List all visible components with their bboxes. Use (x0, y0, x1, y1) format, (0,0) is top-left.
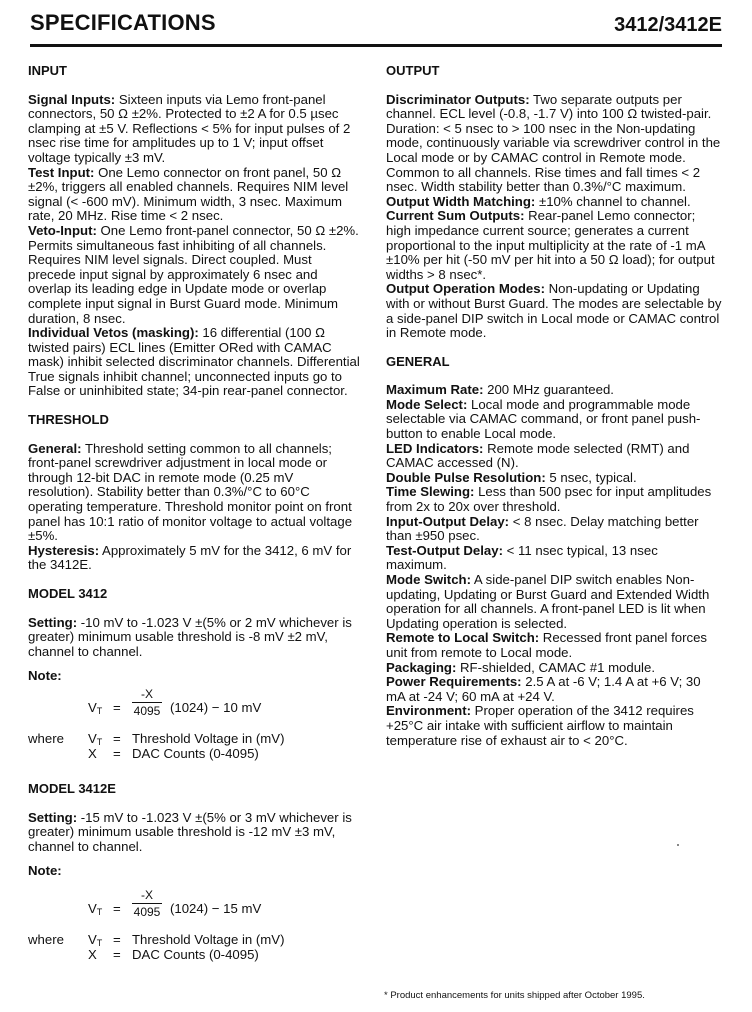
fraction-denominator: 4095 (133, 904, 161, 919)
spec-time-slewing (386, 485, 722, 514)
model-number: 3412/3412E (614, 14, 722, 36)
spec-test-input (28, 166, 360, 224)
spec-text: Approximately 5 mV for the 3412, 6 mV for the 3412E. (28, 542, 352, 573)
threshold-heading: THRESHOLD (28, 412, 109, 428)
def-x-text: DAC Counts (0-4095) (132, 745, 259, 761)
spec-label: LED Indicators: (386, 440, 484, 456)
spec-text: RF-shielded, CAMAC #1 module. (456, 659, 655, 675)
formula-remainder: (1024) − 15 mV (170, 900, 262, 916)
spec-text: One Lemo front-panel connector, 50 Ω ±2%. Permits simultaneous fast inhibiting of all channels. Requires NIM level signals. Direct coupled. Must precede input signal by approximately 6 nsec and overlap its leading edge in Update mode or overlap complete input signal in Burst Guard mode. Minimum duration, 8 nsec. (28, 222, 359, 326)
def-vt-text: Threshold Voltage in (mV) (132, 931, 285, 947)
model-3412-setting (28, 616, 360, 660)
spec-text: Remote mode selected (RMT) and CAMAC accessed (N). (386, 440, 690, 471)
spec-text: Non-updating or Updating with or without Burst Guard. The modes are selectable by a side-panel DIP switch in Local mode or CAMAC control in Remote mode. (386, 281, 722, 341)
spec-text: Two separate outputs per channel. ECL level (-0.8, -1.7 V) into 100 Ω twisted-pair. Duration: < 5 nsec to > 100 nsec in the Non-updating mode, continuously variable via screwdriver control in the Local mode or by CAMAC control in Remote mode. Common to all channels. Rise times and fall times < 2 nsec. Width stability better than 0.3%/°C maximum. (386, 91, 721, 195)
def-x: X (88, 946, 97, 962)
spec-individual-vetos (28, 326, 360, 399)
spec-text: 2.5 A at -6 V; 1.4 A at +6 V; 30 mA at -24 V; 60 mA at +24 V. (386, 674, 701, 704)
spec-text: One Lemo connector on front panel, 50 Ω ±2%, triggers all enabled channels. Requires NIM level signal (< -600 mV). Minimum width, 3 nsec. Maximum rate, 20 MHz. Rise time < 2 nsec. (28, 164, 349, 224)
formula-equals: = (113, 699, 121, 715)
threshold-formula (28, 688, 360, 732)
spec-environment (386, 704, 722, 748)
spec-input-output-delay (386, 515, 722, 544)
spec-power-requirements (386, 675, 722, 704)
formula-vt: $V_T$ (88, 699, 103, 716)
fraction-numerator: -X (132, 688, 162, 703)
spec-label: Remote to Local Switch: (386, 630, 540, 646)
model-3412e-heading: MODEL 3412E (28, 780, 116, 796)
spec-text: 16 differential (100 Ω twisted pairs) ECL lines (Emitter ORed with CAMAC mask) inhibit selected discriminator channels. Differential True signals inhibit channel; unconnected inputs go to False or uninhibited state; 34-pin rear-panel connector. (28, 325, 360, 399)
def-x: X (88, 745, 97, 761)
def-x-text: DAC Counts (0-4095) (132, 946, 259, 962)
where-label: where (28, 931, 64, 947)
spec-remote-to-local-switch (386, 631, 722, 660)
page-header (30, 8, 722, 47)
page-title: SPECIFICATIONS (30, 10, 216, 35)
spec-led-indicators (386, 442, 722, 471)
spec-text: Threshold setting common to all channels; front-panel screwdriver adjustment in local mode or through 12-bit DAC in remote mode (0.25 mV resolution). Stability better than 0.3%/°C to 60°C operating temperature. Threshold monitor point on front panel has 10:1 ratio of monitor voltage to actual voltage ±5%. (28, 440, 353, 544)
spec-text: Local mode and programmable mode selectable via CAMAC command, or front panel push-button to enable Local mode. (386, 396, 701, 442)
left-column (28, 64, 360, 967)
spec-label: Setting: (28, 614, 78, 630)
spec-label: Veto-Input: (28, 222, 97, 238)
where-label: where (28, 730, 64, 746)
spec-label: Setting: (28, 809, 78, 825)
spec-text: 5 nsec, typical. (545, 469, 637, 485)
def-vt: $V_T$ (88, 931, 103, 948)
spec-label: Mode Switch: (386, 572, 471, 587)
spec-text: < 11 nsec typical, 13 nsec maximum. (386, 542, 658, 573)
spec-text: A side-panel DIP switch enables Non-updating, Updating or Burst Guard and Extended Width operation for all channels. A front-panel LED is lit when Updating operation is selected. (386, 572, 710, 631)
spec-label: Discriminator Outputs: (386, 91, 530, 107)
spec-text: -15 mV to -1.023 V ±(5% or 3 mV whichever is greater) minimum usable threshold is -12 mV ±3 mV, channel to channel. (28, 809, 352, 854)
spec-label: Mode Select: (386, 396, 468, 412)
fraction-numerator: -X (132, 889, 162, 904)
spec-double-pulse-resolution (386, 471, 722, 486)
formula-vt: $V_T$ (88, 900, 103, 917)
spec-veto-input (28, 224, 360, 326)
input-heading: INPUT (28, 63, 67, 78)
right-column (386, 64, 722, 748)
spec-text: Sixteen inputs via Lemo front-panel connectors, 50 Ω ±2%. Protected to ±2 A for 0.5 µsec clamping at ±5 V. Reflections < 5% for input pulses of 2 nsec rise time for amplitudes up to 1 V; input offset voltage typically ±3 mV. (28, 91, 351, 165)
spec-signal-inputs (28, 93, 360, 166)
def-vt: $V_T$ (88, 730, 103, 747)
spec-output-operation-modes (386, 282, 722, 340)
formula-fraction (132, 688, 162, 718)
model-3412-heading: MODEL 3412 (28, 586, 108, 601)
formula-definitions (28, 933, 360, 967)
formula-equals: = (113, 900, 121, 916)
spec-hysteresis (28, 544, 360, 573)
def-equals: = (113, 745, 121, 761)
spec-label: General: (28, 440, 82, 456)
output-heading: OUTPUT (386, 63, 440, 78)
spec-text: < 8 nsec. Delay matching better than ±950 psec. (386, 513, 699, 544)
threshold-formula (28, 889, 360, 933)
footnote: * Product enhancements for units shipped after October 1995. (384, 990, 645, 1001)
spec-discriminator-outputs (386, 93, 722, 195)
spec-label: Output Operation Modes: (386, 281, 545, 297)
spec-test-output-delay (386, 544, 722, 573)
spec-maximum-rate (386, 383, 722, 398)
spec-text: Proper operation of the 3412 requires +25°C air intake with sufficient airflow to maintain temperature rise of exhaust air to < 20°C. (386, 703, 694, 748)
spec-text: 200 MHz guaranteed. (483, 382, 614, 398)
spec-mode-select (386, 398, 722, 442)
spec-packaging (386, 661, 722, 676)
spec-text: Rear-panel Lemo connector; high impedance current source; generates a current proportional to the input multiplicity at the rate of -1 mA ±10% per hit (-50 mV per hit into a 50 Ω load); for output widths > 8 nsec*. (386, 208, 715, 282)
scan-speck (677, 844, 679, 846)
def-vt-text: Threshold Voltage in (mV) (132, 730, 285, 746)
spec-label: Test-Output Delay: (386, 542, 503, 558)
spec-output-width-matching (386, 195, 722, 210)
fraction-denominator: 4095 (133, 703, 161, 718)
spec-text: Less than 500 psec for input amplitudes from 2x to 20x over threshold. (386, 484, 712, 515)
spec-label: Hysteresis: (28, 542, 100, 558)
note-label: Note: (28, 668, 62, 684)
formula-remainder: (1024) − 10 mV (170, 699, 262, 715)
spec-mode-switch (386, 573, 722, 631)
spec-label: Environment: (386, 703, 471, 719)
spec-label: Input-Output Delay: (386, 513, 510, 529)
spec-current-sum-outputs (386, 209, 722, 282)
spec-label: Test Input: (28, 164, 95, 180)
def-equals: = (113, 730, 121, 746)
spec-general (28, 442, 360, 544)
spec-text: -10 mV to -1.023 V ±(5% or 2 mV whichever is greater) minimum usable threshold is -8 mV ±2 mV, channel to channel. (28, 614, 352, 659)
general-heading: GENERAL (386, 353, 450, 369)
spec-label: Double Pulse Resolution: (386, 469, 546, 485)
spec-text: Recessed front panel forces unit from remote to Local mode. (386, 630, 708, 660)
spec-label: Current Sum Outputs: (386, 208, 525, 224)
spec-label: Output Width Matching: (386, 193, 536, 209)
def-equals: = (113, 931, 121, 947)
spec-label: Individual Vetos (masking): (28, 325, 199, 341)
spec-label: Maximum Rate: (386, 382, 484, 398)
spec-label: Time Slewing: (386, 484, 475, 500)
formula-definitions (28, 732, 360, 766)
def-equals: = (113, 946, 121, 962)
spec-text: ±10% channel to channel. (535, 193, 691, 209)
model-3412e-setting (28, 811, 360, 855)
formula-fraction (132, 889, 162, 919)
spec-label: Packaging: (386, 659, 457, 675)
note-label: Note: (28, 863, 62, 879)
spec-label: Signal Inputs: (28, 91, 116, 107)
spec-label: Power Requirements: (386, 674, 522, 690)
